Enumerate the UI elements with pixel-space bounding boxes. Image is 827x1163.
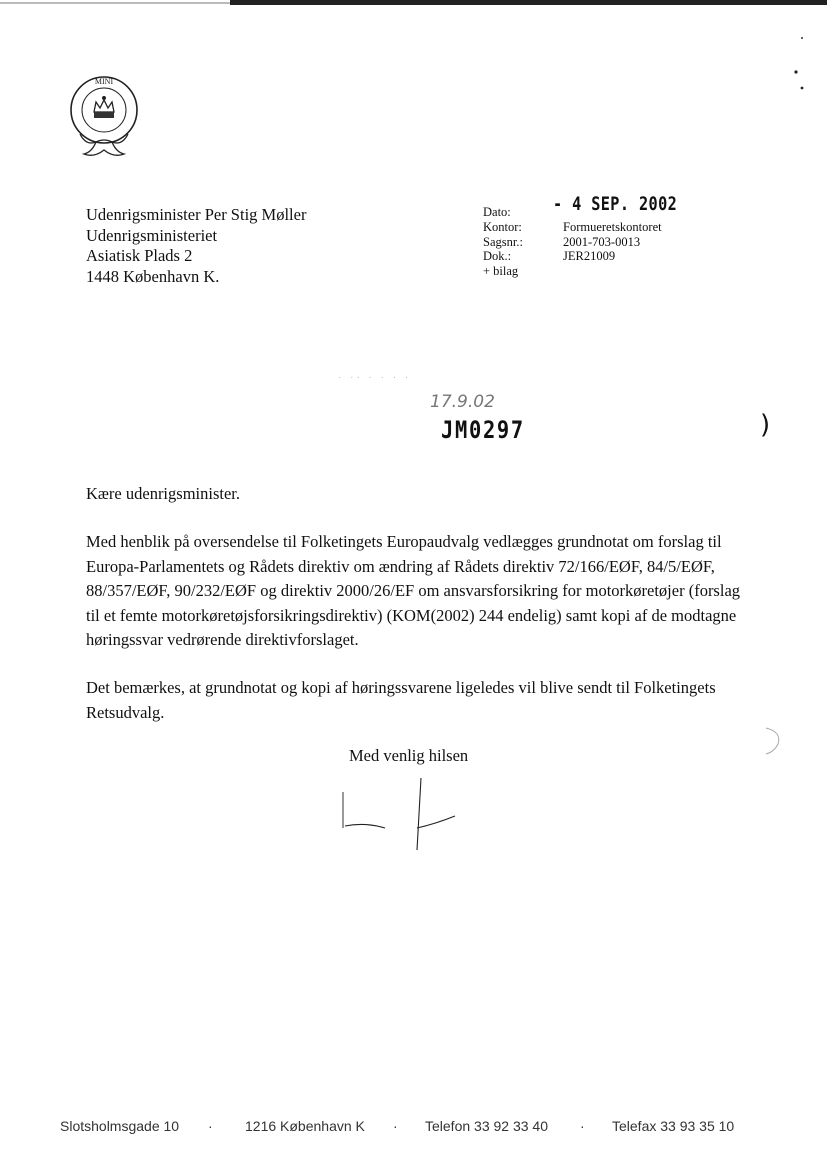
footer-phone: Telefon 33 92 33 40 [425, 1118, 548, 1134]
date-stamp: - 4 SEP. 2002 [553, 193, 678, 215]
recipient-line: Udenrigsministeriet [86, 225, 218, 245]
svg-text:MINI: MINI [94, 77, 114, 86]
footer-contact [60, 1118, 767, 1138]
handwritten-date: 17.9.02 [430, 392, 495, 412]
faint-stamp-marks: · ·· · · · · [338, 372, 412, 383]
body-paragraph-1: Med henblik på oversendelse til Folketingets Europaudvalg vedlægges grundnotat om forslag til Europa-Parlamentets og Rådets direktiv om ændring af Rådets direktiv 72/166/EØF, 84/5/EØF, 88/357/EØF, 90/232/EØF og direktiv 2000/26/EF om ansvarsforsikring for motorkøretøjer (forslag til et femte motorkøretøjsforsikringsdirektiv) (KOM(2002) 244 endelig) samt kopi af de modtagne høringssvar vedrørende direktivforslaget. [86, 532, 741, 649]
scan-edge-faint [0, 2, 230, 4]
sagsnr-value: 2001-703-0013 [563, 234, 641, 249]
journal-number-stamp: JM0297 [441, 416, 525, 444]
kontor-value: Formueretskontoret [563, 219, 662, 234]
footer-address: Slotsholmsgade 10 [60, 1118, 180, 1134]
reference-block [483, 205, 662, 279]
salutation: Kære udenrigsminister. [86, 484, 240, 503]
scan-specks [780, 30, 820, 110]
body-paragraph-2: Det bemærkes, at grundnotat og kopi af høringssvarene ligeledes vil blive sendt til Folketingets Retsudvalg. [86, 678, 716, 722]
sagsnr-label: Sagsnr.: [483, 234, 523, 249]
closing-greeting: Med venlig hilsen [349, 746, 469, 765]
recipient-line: Udenrigsminister Per Stig Møller [86, 205, 307, 224]
recipient-line: Asiatisk Plads 2 [86, 246, 193, 265]
dok-label: Dok.: [483, 249, 512, 264]
recipient-line: 1448 København K. [86, 266, 220, 286]
scan-edge [230, 0, 827, 5]
footer-separator: · [208, 1118, 213, 1134]
punch-hole-mark: ) [760, 410, 771, 440]
bilag-note: + bilag [483, 264, 519, 279]
date-label: Dato: [483, 205, 511, 219]
footer-separator: · [580, 1118, 585, 1134]
footer-fax: Telefax 33 93 35 10 [612, 1118, 735, 1134]
handwritten-signature [335, 770, 465, 850]
margin-mark [760, 722, 790, 762]
ministry-seal-logo [66, 72, 148, 162]
kontor-label: Kontor: [483, 219, 522, 234]
footer-separator: · [393, 1118, 398, 1134]
recipient-address [86, 205, 306, 287]
dok-value: JER21009 [563, 249, 616, 264]
footer-city: 1216 København K [245, 1118, 365, 1134]
